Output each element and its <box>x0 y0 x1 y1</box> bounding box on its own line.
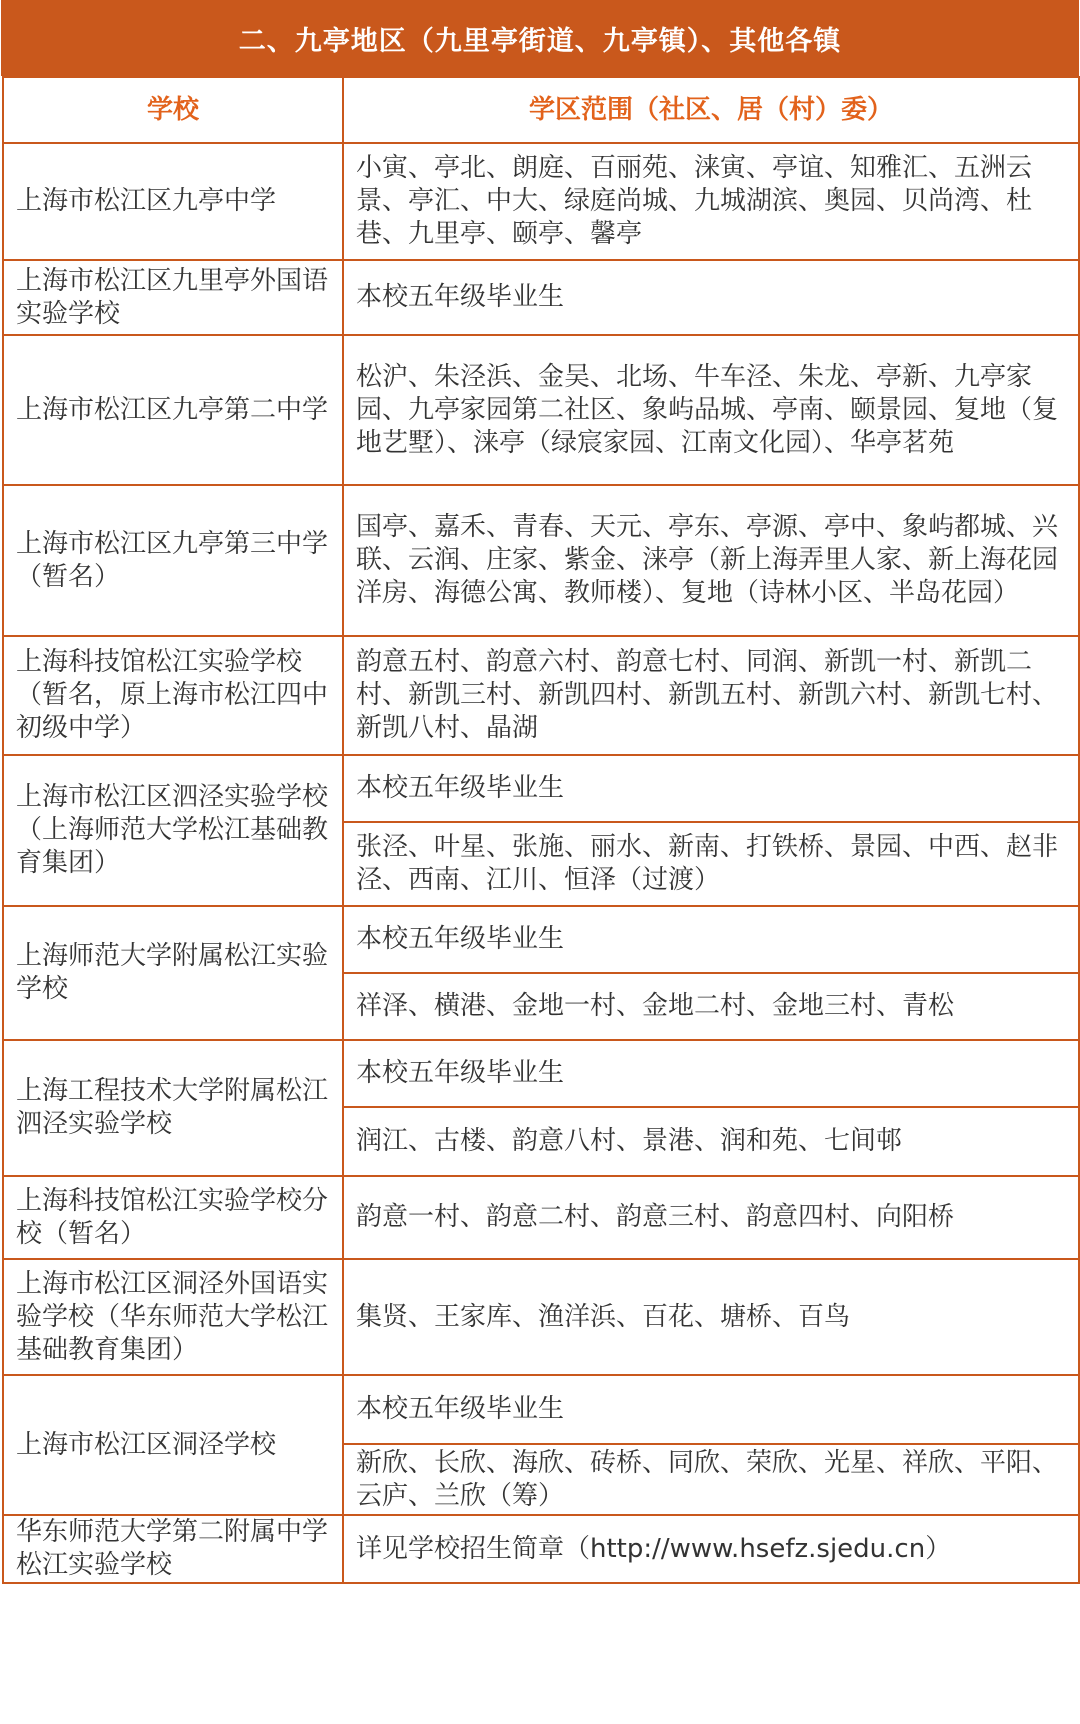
table-row <box>3 143 1079 260</box>
enrollment-table-container <box>1 0 1079 1584</box>
table-body <box>3 143 1079 1583</box>
district-scope-cell: 祥泽、横港、金地一村、金地二村、金地三村、青松 <box>343 973 1079 1040</box>
table-row <box>3 335 1079 485</box>
school-name-cell: 上海工程技术大学附属松江泗泾实验学校 <box>3 1040 343 1176</box>
school-name-cell: 上海市松江区九亭第三中学（暂名） <box>3 485 343 636</box>
school-name-cell: 上海市松江区九里亭外国语实验学校 <box>3 260 343 335</box>
table-row <box>3 260 1079 335</box>
district-scope-cell: 松沪、朱泾浜、金吴、北场、牛车泾、朱龙、亭新、九亭家园、九亭家园第二社区、象屿品城、亭南、颐景园、复地（复地艺墅）、涞亭（绿宸家园、江南文化园）、华亭茗苑 <box>343 335 1079 485</box>
district-scope-cell: 国亭、嘉禾、青春、天元、亭东、亭源、亭中、象屿都城、兴联、云润、庄家、紫金、涞亭（新上海弄里人家、新上海花园洋房、海德公寓、教师楼）、复地（诗林小区、半岛花园） <box>343 485 1079 636</box>
school-name-cell: 上海市松江区泗泾实验学校（上海师范大学松江基础教育集团） <box>3 755 343 906</box>
district-scope-cell: 本校五年级毕业生 <box>343 755 1079 822</box>
district-scope-cell: 新欣、长欣、海欣、砖桥、同欣、荣欣、光星、祥欣、平阳、云庐、兰欣（筹） <box>343 1444 1079 1515</box>
school-name-cell: 上海市松江区九亭第二中学 <box>3 335 343 485</box>
school-name-cell: 华东师范大学第二附属中学松江实验学校 <box>3 1515 343 1583</box>
school-name-cell: 上海市松江区九亭中学 <box>3 143 343 260</box>
district-scope-cell: 韵意一村、韵意二村、韵意三村、韵意四村、向阳桥 <box>343 1176 1079 1259</box>
school-name-cell: 上海师范大学附属松江实验学校 <box>3 906 343 1040</box>
school-district-table <box>2 76 1080 1584</box>
school-name-cell: 上海科技馆松江实验学校（暂名，原上海市松江四中初级中学） <box>3 636 343 755</box>
table-row <box>3 1040 1079 1107</box>
table-title: 二、九亭地区（九里亭街道、九亭镇）、其他各镇 <box>1 0 1079 76</box>
school-name-cell: 上海市松江区洞泾外国语实验学校（华东师范大学松江基础教育集团） <box>3 1259 343 1375</box>
district-scope-cell: 本校五年级毕业生 <box>343 1040 1079 1107</box>
table-row <box>3 906 1079 973</box>
district-scope-cell: 润江、古楼、韵意八村、景港、润和苑、七间邨 <box>343 1107 1079 1176</box>
table-row <box>3 485 1079 636</box>
school-name-cell: 上海科技馆松江实验学校分校（暂名） <box>3 1176 343 1259</box>
district-scope-cell: 本校五年级毕业生 <box>343 260 1079 335</box>
table-row <box>3 1375 1079 1444</box>
header-scope: 学区范围（社区、居（村）委） <box>343 77 1079 143</box>
district-scope-cell: 本校五年级毕业生 <box>343 906 1079 973</box>
district-scope-cell: 详见学校招生简章（http://www.hsefz.sjedu.cn） <box>343 1515 1079 1583</box>
header-school: 学校 <box>3 77 343 143</box>
district-scope-cell: 集贤、王家库、渔洋浜、百花、塘桥、百鸟 <box>343 1259 1079 1375</box>
table-row <box>3 1515 1079 1583</box>
district-scope-cell: 张泾、叶星、张施、丽水、新南、打铁桥、景园、中西、赵非泾、西南、江川、恒泽（过渡） <box>343 822 1079 906</box>
table-row <box>3 636 1079 755</box>
header-row <box>3 77 1079 143</box>
school-name-cell: 上海市松江区洞泾学校 <box>3 1375 343 1515</box>
district-scope-cell: 本校五年级毕业生 <box>343 1375 1079 1444</box>
table-row <box>3 1259 1079 1375</box>
table-row <box>3 755 1079 822</box>
district-scope-cell: 韵意五村、韵意六村、韵意七村、同润、新凯一村、新凯二村、新凯三村、新凯四村、新凯五村、新凯六村、新凯七村、新凯八村、晶湖 <box>343 636 1079 755</box>
district-scope-cell: 小寅、亭北、朗庭、百丽苑、涞寅、亭谊、知雅汇、五洲云景、亭汇、中大、绿庭尚城、九城湖滨、奥园、贝尚湾、杜巷、九里亭、颐亭、馨亭 <box>343 143 1079 260</box>
table-row <box>3 1176 1079 1259</box>
